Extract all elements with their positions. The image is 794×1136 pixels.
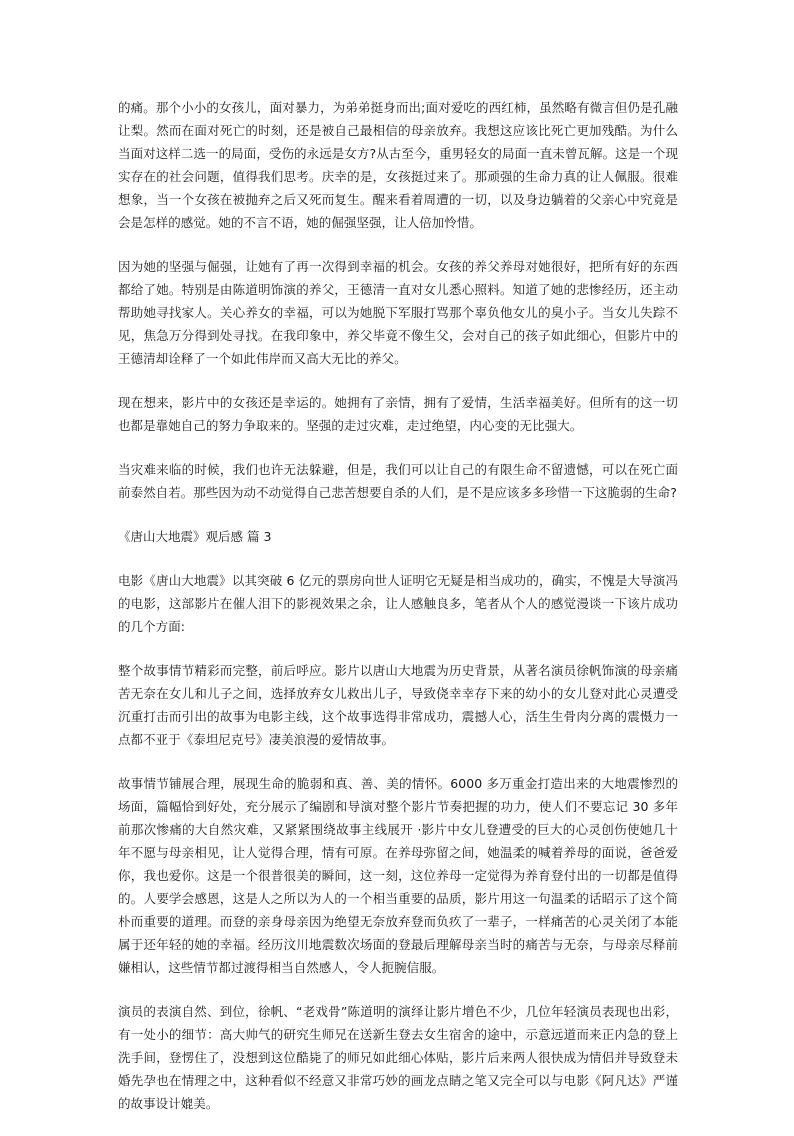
paragraph: 整个故事情节精彩而完整，前后呼应。影片以唐山大地震为历史背景，从著名演员徐帆饰演的母亲痛苦无奈在女儿和儿子之间，选择放弃女儿救出儿子，导致侥幸幸存下来的幼小的女儿登对此心灵遭受沉重打击而引出的故事为电影主线，这个故事选得非常成功，震撼人心，活生生骨肉分离的震慑力一点都不亚于《泰坦尼克号》凄美浪漫的爱情故事。 (118, 663, 678, 747)
paragraph: 电影《唐山大地震》以其突破 6 亿元的票房向世人证明它无疑是相当成功的，确实，不愧是大导演冯的电影，这部影片在催人泪下的影视效果之余，让人感触良多，笔者从个人的感觉漫谈一下该片成功的几个方面: (118, 573, 678, 634)
paragraph: 的痛。那个小小的女孩儿，面对暴力，为弟弟挺身而出;面对爱吃的西红柿，虽然略有微言但仍是孔融让梨。然而在面对死亡的时刻，还是被自己最相信的母亲放弃。我想这应该比死亡更加残酷。为什么当面对这样二选一的局面，受伤的永远是女方?从古至今，重男轻女的局面一直未曾瓦解。这是一个现实存在的社会问题，值得我们思考。庆幸的是，女孩挺过来了。那顽强的生命力真的让人佩服。很难想象，当一个女孩在被抛弃之后又死而复生。醒来看着周遭的一切，以及身边躺着的父亲心中究竟是会是怎样的感觉。她的不言不语，她的倔强坚强，让人倍加怜惜。 (118, 100, 678, 230)
paragraph: 因为她的坚强与倔强，让她有了再一次得到幸福的机会。女孩的养父养母对她很好，把所有好的东西都给了她。特别是由陈道明饰演的养父，王德清一直对女儿悉心照料。知道了她的悲惨经历，还主动帮助她寻找家人。关心养女的幸福，可以为她脱下军服打骂那个辜负他女儿的臭小子。当女儿失踪不见，焦急万分得到处寻找。在我印象中，养父毕竟不像生父，会对自己的孩子如此细心，但影片中的王德清却诠释了一个如此伟岸而又高大无比的养父。 (118, 259, 678, 366)
paragraph: 演员的表演自然、到位，徐帆、“老戏骨”陈道明的演绎让影片增色不少，几位年轻演员表现也出彩，有一处小的细节：高大帅气的研究生师兄在送新生登去女生宿舍的途中，示意远道而来正内急的登上洗手间，登愣住了，没想到这位酷毙了的师兄如此细心体贴，影片后来两人很快成为情侣并导致登未婚先孕也在情理之中，这种看似不经意又非常巧妙的画龙点睛之笔又完全可以与电影《阿凡达》严谨的故事设计媲美。 (118, 1004, 678, 1111)
paragraph: 现在想来，影片中的女孩还是幸运的。她拥有了亲情，拥有了爱情，生活幸福美好。但所有的这一切也都是靠她自己的努力争取来的。坚强的走过灾难，走过绝望，内心变的无比强大。 (118, 395, 678, 433)
paragraph: 故事情节铺展合理，展现生命的脆弱和真、善、美的情怀。6000 多万重金打造出来的大地震惨烈的场面，篇幅恰到好处，充分展示了编剧和导演对整个影片节奏把握的功力，使人们不要忘记 30 多年前那次惨痛的大自然灾难，又紧紧围绕故事主线展开 ·影片中女儿登遭受的巨大的心灵创伤使她几十年不愿与母亲相见，让人觉得合理，情有可原。在养母弥留之间，她温柔的喊着养母的面说，爸爸爱你，我也爱你。这是一个很普很美的瞬间，这一刻，这位养母一定觉得为养育登付出的一切都是值得的。人要学会感恩，这是人之所以为人的一个相当重要的品质，影片用这一句温柔的话昭示了这个简朴而重要的道理。而登的亲身母亲因为绝望无奈放弃登而负疚了一辈子，一样痛苦的心灵关闭了本能属于还年轻的她的幸福。经历汶川地震数次场面的登最后理解母亲当时的痛苦与无奈，与母亲尽释前嫌相认，这些情节都过渡得相当自然感人，令人扼腕信服。 (118, 776, 678, 975)
paragraph: 当灾难来临的时候，我们也许无法躲避，但是，我们可以让自己的有限生命不留遗憾，可以在死亡面前泰然自若。那些因为动不动觉得自己悲苦想要自杀的人们，是不是应该多多珍惜一下这脆弱的生命? (118, 462, 678, 500)
document-body (118, 96, 678, 1136)
section-heading: 《唐山大地震》观后感 篇 3 (118, 529, 272, 544)
